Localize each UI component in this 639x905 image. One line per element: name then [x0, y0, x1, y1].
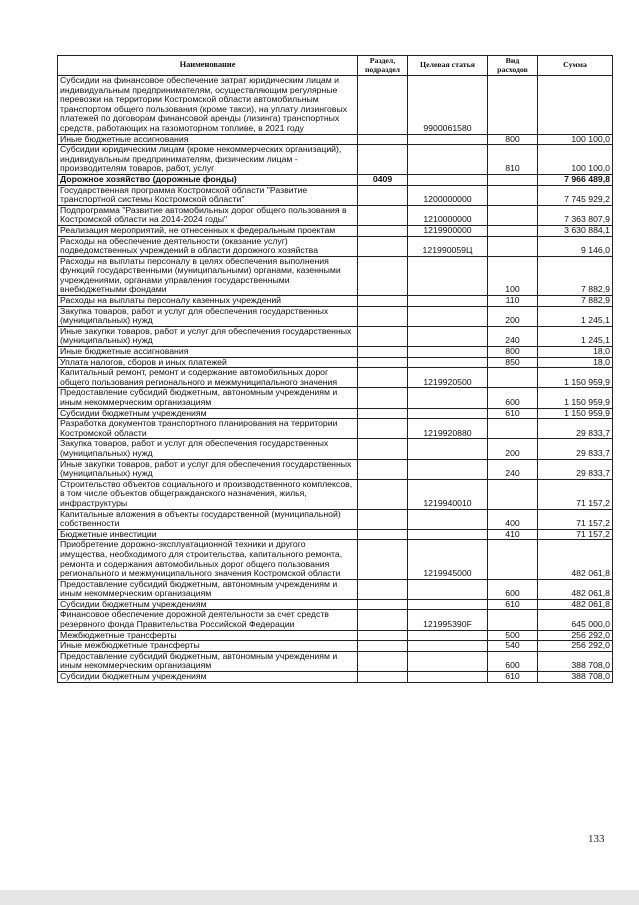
cell-code [408, 509, 488, 529]
cell-sum: 482 061,8 [538, 599, 613, 610]
cell-sum: 1 245,1 [538, 306, 613, 326]
cell-section [358, 145, 408, 175]
table-row [58, 134, 613, 145]
cell-section: 0409 [358, 174, 408, 185]
cell-section [358, 630, 408, 641]
cell-code [408, 579, 488, 599]
cell-section [358, 326, 408, 346]
cell-name: Закупка товаров, работ и услуг для обеспечения государственных (муниципальных) нужд [58, 439, 358, 459]
table-row [58, 599, 613, 610]
cell-code [408, 306, 488, 326]
cell-kind: 200 [488, 439, 538, 459]
cell-kind: 110 [488, 296, 538, 307]
cell-sum: 1 150 959,9 [538, 368, 613, 388]
cell-sum: 388 708,0 [538, 651, 613, 671]
cell-kind [488, 174, 538, 185]
cell-section [358, 610, 408, 630]
cell-code: 1219940010 [408, 479, 488, 509]
cell-sum: 1 150 959,9 [538, 408, 613, 419]
cell-sum: 3 630 884,1 [538, 225, 613, 236]
cell-kind: 800 [488, 134, 538, 145]
table-row [58, 529, 613, 540]
table-row [58, 296, 613, 307]
cell-kind: 610 [488, 599, 538, 610]
cell-section [358, 419, 408, 439]
table-row [58, 236, 613, 256]
cell-name: Уплата налогов, сборов и иных платежей [58, 357, 358, 368]
table-row [58, 174, 613, 185]
cell-section [358, 388, 408, 408]
cell-kind [488, 205, 538, 225]
cell-kind: 200 [488, 306, 538, 326]
cell-kind [488, 368, 538, 388]
cell-section [358, 256, 408, 295]
cell-sum: 7 745 929,2 [538, 185, 613, 205]
cell-section [358, 529, 408, 540]
cell-code [408, 529, 488, 540]
cell-kind: 500 [488, 630, 538, 641]
cell-sum: 7 882,9 [538, 296, 613, 307]
cell-kind [488, 419, 538, 439]
table-row [58, 651, 613, 671]
cell-sum: 7 363 807,9 [538, 205, 613, 225]
cell-name: Предоставление субсидий бюджетным, автономным учреждениям и иным некоммерческим организациям [58, 651, 358, 671]
cell-name: Закупка товаров, работ и услуг для обеспечения государственных (муниципальных) нужд [58, 306, 358, 326]
cell-section [358, 347, 408, 358]
cell-code: 121990059Ц [408, 236, 488, 256]
cell-section [358, 439, 408, 459]
table-row [58, 76, 613, 135]
cell-name: Иные бюджетные ассигнования [58, 134, 358, 145]
cell-kind [488, 610, 538, 630]
cell-kind [488, 236, 538, 256]
cell-name: Субсидии юридическим лицам (кроме некоммерческих организаций), индивидуальным предпринимателям, физическим лицам - производителям товаров, работ, услуг [58, 145, 358, 175]
cell-code [408, 651, 488, 671]
cell-sum: 29 833,7 [538, 419, 613, 439]
cell-name: Иные закупки товаров, работ и услуг для обеспечения государственных (муниципальных) нужд [58, 459, 358, 479]
table-row [58, 347, 613, 358]
header-name: Наименование [58, 56, 358, 76]
cell-kind: 850 [488, 357, 538, 368]
cell-code [408, 439, 488, 459]
cell-kind: 600 [488, 388, 538, 408]
budget-table [57, 55, 613, 683]
cell-section [358, 357, 408, 368]
cell-code [408, 357, 488, 368]
cell-name: Иные закупки товаров, работ и услуг для обеспечения государственных (муниципальных) нужд [58, 326, 358, 346]
cell-section [358, 296, 408, 307]
cell-name: Капитальные вложения в объекты государственной (муниципальной) собственности [58, 509, 358, 529]
table-row [58, 408, 613, 419]
cell-name: Разработка документов транспортного планирования на территории Костромской области [58, 419, 358, 439]
header-code: Целевая статья [408, 56, 488, 76]
table-header-row [58, 56, 613, 76]
cell-sum: 482 061,8 [538, 540, 613, 579]
table-row [58, 630, 613, 641]
bottom-bar [0, 890, 639, 905]
cell-name: Иные бюджетные ассигнования [58, 347, 358, 358]
cell-name: Государственная программа Костромской области "Развитие транспортной системы Костромской области" [58, 185, 358, 205]
table-row [58, 368, 613, 388]
cell-name: Предоставление субсидий бюджетным, автономным учреждениям и иным некоммерческим организациям [58, 579, 358, 599]
cell-name: Иные межбюджетные трансферты [58, 641, 358, 652]
table-row [58, 185, 613, 205]
cell-kind: 800 [488, 347, 538, 358]
cell-name: Межбюджетные трансферты [58, 630, 358, 641]
cell-name: Приобретение дорожно-эксплуатационной техники и другого имущества, необходимого для строительства, капитального ремонта, ремонта и содержания автомобильных дорог общего пользования регионального и межмуниципального значения Костромской области [58, 540, 358, 579]
cell-section [358, 236, 408, 256]
cell-name: Дорожное хозяйство (дорожные фонды) [58, 174, 358, 185]
cell-sum: 388 708,0 [538, 672, 613, 683]
cell-sum: 71 157,2 [538, 529, 613, 540]
cell-section [358, 185, 408, 205]
cell-code: 1219920880 [408, 419, 488, 439]
table-row [58, 509, 613, 529]
cell-code [408, 672, 488, 683]
cell-kind: 540 [488, 641, 538, 652]
cell-sum: 29 833,7 [538, 439, 613, 459]
table-row [58, 479, 613, 509]
cell-name: Строительство объектов социального и производственного комплексов, в том числе объектов общегражданского назначения, жилья, инфраструктуры [58, 479, 358, 509]
table-row [58, 641, 613, 652]
page-number: 133 [588, 833, 605, 845]
cell-section [358, 651, 408, 671]
table-row [58, 306, 613, 326]
cell-name: Субсидии бюджетным учреждениям [58, 599, 358, 610]
cell-sum: 256 292,0 [538, 630, 613, 641]
table-row [58, 256, 613, 295]
cell-section [358, 641, 408, 652]
cell-sum: 256 292,0 [538, 641, 613, 652]
cell-kind [488, 76, 538, 135]
cell-name: Субсидии бюджетным учреждениям [58, 408, 358, 419]
cell-kind [488, 540, 538, 579]
cell-name: Субсидии бюджетным учреждениям [58, 672, 358, 683]
cell-code [408, 296, 488, 307]
header-section: Раздел, подраздел [358, 56, 408, 76]
cell-sum [538, 76, 613, 135]
cell-section [358, 306, 408, 326]
table-row [58, 672, 613, 683]
cell-code [408, 599, 488, 610]
cell-section [358, 408, 408, 419]
cell-section [358, 579, 408, 599]
cell-name: Реализация мероприятий, не отнесенных к федеральным проектам [58, 225, 358, 236]
cell-section [358, 459, 408, 479]
cell-kind: 100 [488, 256, 538, 295]
table-row [58, 145, 613, 175]
cell-sum: 18,0 [538, 357, 613, 368]
cell-section [358, 225, 408, 236]
cell-code: 9900061580 [408, 76, 488, 135]
table-row [58, 388, 613, 408]
cell-kind: 240 [488, 326, 538, 346]
cell-sum: 482 061,8 [538, 579, 613, 599]
header-sum: Сумма [538, 56, 613, 76]
cell-kind: 410 [488, 529, 538, 540]
cell-sum: 9 146,0 [538, 236, 613, 256]
cell-sum: 71 157,2 [538, 509, 613, 529]
cell-section [358, 540, 408, 579]
cell-code: 1210000000 [408, 205, 488, 225]
cell-code: 121995390F [408, 610, 488, 630]
cell-kind: 810 [488, 145, 538, 175]
cell-sum: 7 882,9 [538, 256, 613, 295]
cell-code [408, 145, 488, 175]
cell-code [408, 256, 488, 295]
cell-kind [488, 479, 538, 509]
cell-sum: 1 245,1 [538, 326, 613, 346]
cell-section [358, 599, 408, 610]
cell-sum: 18,0 [538, 347, 613, 358]
cell-name: Субсидии на финансовое обеспечение затрат юридическим лицам и индивидуальным предпринимателям, осуществляющим регулярные перевозки на территории Костромской области автомобильным транспортом общего пользования (кроме такси), на уплату лизинговых платежей по договорам финансовой аренды (лизинга) транспортных средств, работающих на газомоторном топливе, в 2021 году [58, 76, 358, 135]
cell-kind: 600 [488, 651, 538, 671]
cell-section [358, 368, 408, 388]
cell-name: Бюджетные инвестиции [58, 529, 358, 540]
cell-sum: 100 100,0 [538, 145, 613, 175]
cell-kind [488, 185, 538, 205]
cell-code [408, 174, 488, 185]
cell-sum: 100 100,0 [538, 134, 613, 145]
cell-kind [488, 225, 538, 236]
cell-code [408, 326, 488, 346]
cell-sum: 1 150 959,9 [538, 388, 613, 408]
cell-name: Предоставление субсидий бюджетным, автономным учреждениям и иным некоммерческим организациям [58, 388, 358, 408]
cell-kind: 600 [488, 579, 538, 599]
cell-name: Финансовое обеспечение дорожной деятельности за счет средств резервного фонда Правительства Российской Федерации [58, 610, 358, 630]
cell-kind: 610 [488, 408, 538, 419]
cell-code [408, 630, 488, 641]
cell-code [408, 641, 488, 652]
cell-code [408, 134, 488, 145]
table-row [58, 459, 613, 479]
cell-code: 1200000000 [408, 185, 488, 205]
header-kind: Вид расходов [488, 56, 538, 76]
table-row [58, 610, 613, 630]
cell-name: Расходы на обеспечение деятельности (оказание услуг) подведомственных учреждений в области дорожного хозяйства [58, 236, 358, 256]
table-row [58, 357, 613, 368]
cell-sum: 7 966 489,8 [538, 174, 613, 185]
cell-code: 1219900000 [408, 225, 488, 236]
cell-code: 1219920500 [408, 368, 488, 388]
cell-section [358, 479, 408, 509]
cell-code [408, 459, 488, 479]
table-row [58, 419, 613, 439]
cell-name: Капитальный ремонт, ремонт и содержание автомобильных дорог общего пользования регионального и межмуниципального значения [58, 368, 358, 388]
cell-code [408, 408, 488, 419]
table-row [58, 439, 613, 459]
table-row [58, 326, 613, 346]
cell-code [408, 388, 488, 408]
table-row [58, 579, 613, 599]
cell-kind: 610 [488, 672, 538, 683]
cell-section [358, 672, 408, 683]
cell-kind: 240 [488, 459, 538, 479]
cell-name: Расходы на выплаты персоналу в целях обеспечения выполнения функций государственными (муниципальными) органами, казенными учреждениями, органами управления государственными внебюджетными фондами [58, 256, 358, 295]
cell-sum: 71 157,2 [538, 479, 613, 509]
table-row [58, 205, 613, 225]
cell-section [358, 134, 408, 145]
cell-section [358, 205, 408, 225]
cell-name: Подпрограмма "Развитие автомобильных дорог общего пользования в Костромской области на 2014-2024 годы" [58, 205, 358, 225]
cell-name: Расходы на выплаты персоналу казенных учреждений [58, 296, 358, 307]
cell-code [408, 347, 488, 358]
table-row [58, 225, 613, 236]
cell-code: 1219945000 [408, 540, 488, 579]
cell-section [358, 509, 408, 529]
cell-kind: 400 [488, 509, 538, 529]
cell-sum: 29 833,7 [538, 459, 613, 479]
cell-sum: 645 000,0 [538, 610, 613, 630]
table-body [58, 76, 613, 683]
cell-section [358, 76, 408, 135]
table-row [58, 540, 613, 579]
